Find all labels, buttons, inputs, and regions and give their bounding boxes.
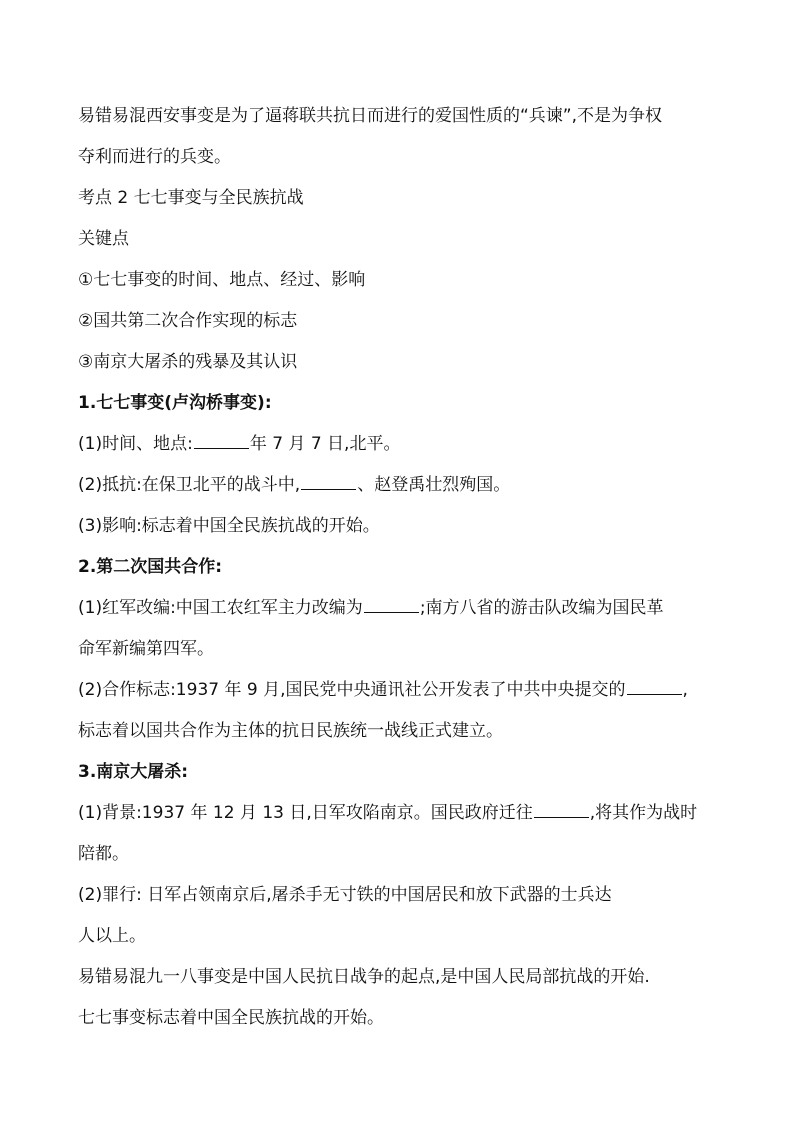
key-point-1: ①七七事变的时间、地点、经过、影响	[78, 270, 366, 290]
item-text: (1)背景:1937 年 12 月 13 日,日军攻陷南京。国民政府迁往	[78, 803, 533, 823]
item-text: (2)抵抗:在保卫北平的战斗中,	[78, 475, 301, 495]
item-3-2: (2)罪行: 日军占领南京后,屠杀手无寸铁的中国居民和放下武器的士兵达	[78, 885, 612, 905]
section-title: 考点 2 七七事变与全民族抗战	[78, 188, 304, 208]
item-1-3: (3)影响:标志着中国全民族抗战的开始。	[78, 516, 380, 536]
item-3-1	[78, 793, 718, 834]
item-2-2	[78, 670, 718, 711]
item-text: (1)时间、地点:	[78, 434, 193, 454]
document-body	[78, 96, 718, 1039]
heading-2: 2.第二次国共合作:	[78, 557, 223, 577]
item-text: ,	[682, 680, 688, 700]
item-text: 年 7 月 7 日,北平。	[249, 434, 401, 454]
key-points-heading: 关键点	[78, 229, 129, 249]
item-1-1	[78, 424, 718, 465]
note-text-cont: 夺利而进行的兵变。	[78, 147, 231, 167]
fill-blank[interactable]	[534, 803, 589, 818]
note-text-2-cont: 七七事变标志着中国全民族抗战的开始。	[78, 1008, 384, 1028]
item-text: (2)合作标志:1937 年 9 月,国民党中央通讯社公开发表了中共中央提交的	[78, 680, 626, 700]
item-3-1-cont: 陪都。	[78, 844, 129, 864]
item-2-1-cont: 命军新编第四军。	[78, 639, 214, 659]
item-text: ,将其作为战时	[589, 803, 698, 823]
item-text: (1)红军改编:中国工农红军主力改编为	[78, 598, 363, 618]
item-2-1	[78, 588, 718, 629]
note-text-2: 易错易混九一八事变是中国人民抗日战争的起点,是中国人民局部抗战的开始.	[78, 967, 650, 987]
item-text: 、赵登禹壮烈殉国。	[357, 475, 511, 495]
fill-blank[interactable]	[301, 475, 356, 490]
fill-blank[interactable]	[194, 434, 249, 449]
fill-blank[interactable]	[627, 680, 682, 695]
key-point-2: ②国共第二次合作实现的标志	[78, 311, 298, 331]
item-1-2	[78, 465, 718, 506]
note-text: 易错易混西安事变是为了逼蒋联共抗日而进行的爱国性质的“兵谏”,不是为争权	[78, 106, 663, 126]
heading-3: 3.南京大屠杀:	[78, 762, 189, 782]
fill-blank[interactable]	[364, 598, 419, 613]
heading-1: 1.七七事变(卢沟桥事变):	[78, 393, 272, 413]
item-text: ;南方八省的游击队改编为国民革	[419, 598, 664, 618]
item-3-2-cont: 人以上。	[78, 926, 146, 946]
item-2-2-cont: 标志着以国共合作为主体的抗日民族统一战线正式建立。	[78, 721, 503, 741]
key-point-3: ③南京大屠杀的残暴及其认识	[78, 352, 298, 372]
